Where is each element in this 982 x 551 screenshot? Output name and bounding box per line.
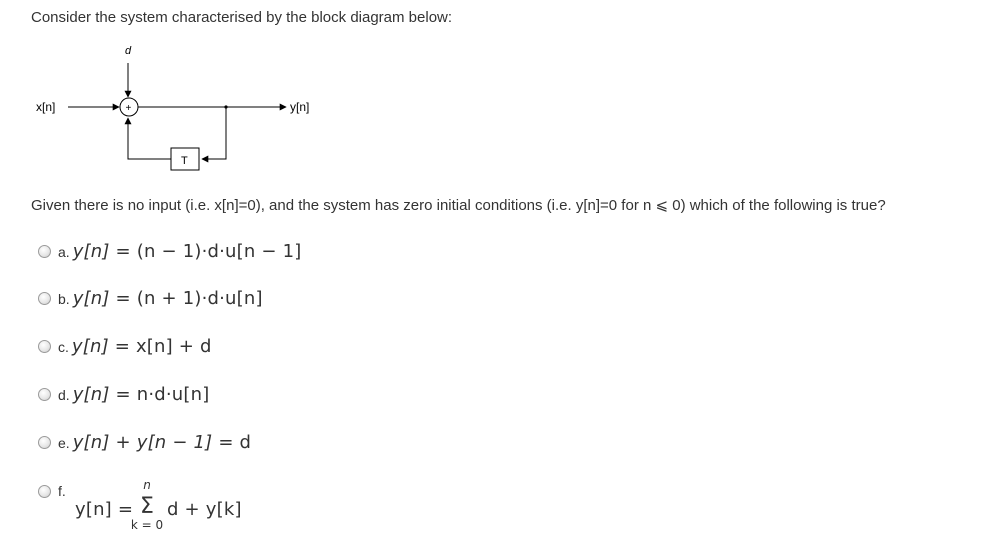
option-letter: c. — [58, 338, 69, 355]
sigma-icon: Σ — [140, 494, 154, 519]
option-d-equation: y[n] = n·d·u[n] — [72, 384, 210, 405]
intro-text: Consider the system characterised by the block diagram below: — [31, 9, 453, 26]
delay-label: T — [181, 155, 188, 167]
feedback-wire-out — [128, 118, 171, 159]
option-c-equation: y[n] = x[n] + d — [71, 336, 212, 357]
sum-rhs: d + y[k] — [167, 499, 242, 520]
radio-option-b[interactable] — [38, 292, 51, 305]
option-f[interactable] — [38, 483, 66, 499]
option-b-equation: y[n] = (n + 1)·d·u[n] — [72, 288, 263, 309]
input-label: x[n] — [36, 100, 56, 114]
disturbance-label: d — [125, 45, 132, 57]
block-diagram — [0, 0, 982, 190]
feedback-wire-in — [202, 107, 226, 159]
option-letter: e. — [58, 434, 70, 451]
option-f-equation — [75, 478, 255, 538]
radio-option-e[interactable] — [38, 436, 51, 449]
option-a-equation: y[n] = (n − 1)·d·u[n − 1] — [72, 241, 302, 262]
option-letter: a. — [58, 243, 70, 260]
radio-option-c[interactable] — [38, 340, 51, 353]
radio-option-d[interactable] — [38, 388, 51, 401]
option-letter: f. — [58, 483, 66, 499]
radio-option-a[interactable] — [38, 245, 51, 258]
option-b[interactable] — [38, 288, 263, 309]
adder-symbol: + — [125, 103, 132, 114]
option-e[interactable] — [38, 432, 251, 453]
option-letter: d. — [58, 386, 70, 403]
radio-option-f[interactable] — [38, 485, 51, 498]
sum-lower-limit: k = 0 — [130, 518, 164, 532]
sum-lhs: y[n] = — [75, 499, 134, 520]
option-letter: b. — [58, 290, 70, 307]
output-label: y[n] — [290, 100, 310, 114]
option-a[interactable] — [38, 241, 301, 262]
question-text: Given there is no input (i.e. x[n]=0), and the system has zero initial conditions (i.e. y[n]=0 for n ⩽ 0) which of the following is true? — [31, 197, 886, 214]
summation — [130, 478, 164, 532]
option-d[interactable] — [38, 384, 209, 405]
option-c[interactable] — [38, 336, 212, 357]
sum-upper-limit: n — [143, 478, 151, 492]
option-e-equation: y[n] + y[n − 1] = d — [72, 432, 252, 453]
